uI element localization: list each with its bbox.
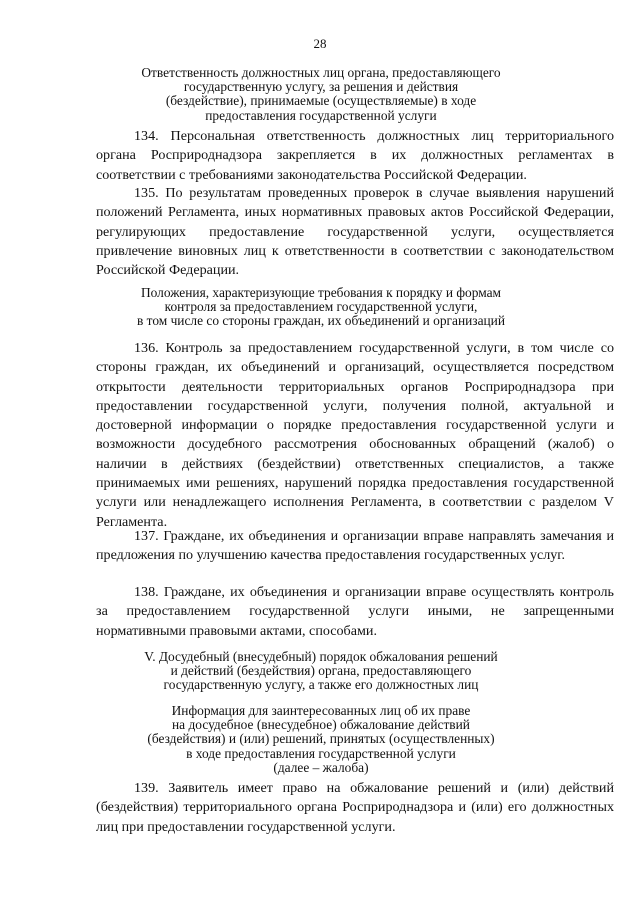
heading-line: предоставления государственной услуги xyxy=(205,107,437,123)
heading-line: V. Досудебный (внесудебный) порядок обжалования решений xyxy=(144,649,498,664)
heading-line: и действий (бездействия) органа, предоставляющего xyxy=(170,663,472,679)
heading-line: в ходе предоставления государственной услуги xyxy=(186,745,456,761)
section-heading-appeal xyxy=(98,650,544,693)
paragraph-137 xyxy=(96,527,614,566)
section-heading-responsibility xyxy=(98,66,544,123)
paragraph-text: 137. Граждане, их объединения и организации вправе направлять замечания и предложения по улучшению качества предоставления государственных услуг. xyxy=(96,528,614,564)
section-heading-control xyxy=(98,286,544,329)
heading-line: (далее – жалоба) xyxy=(273,759,369,775)
paragraph-text: 139. Заявитель имеет право на обжалование решений и (или) действий (бездействия) территориального органа Росприроднадзора и (или) его должностных лиц при предоставлении государственной услуги. xyxy=(96,780,614,835)
paragraph-139 xyxy=(96,779,614,837)
paragraph-134 xyxy=(96,127,614,185)
paragraph-text: 136. Контроль за предоставлением государственной услуги, в том числе со стороны граждан, их объединений и организаций, осуществляется посредством открытости деятельности территориальных органов Росприроднадзора при предоставлении государственной услуги, получения полной, актуальной и достоверной информации о порядке предоставления государственной услуги и возможности досудебного рассмотрения обоснованных обращений (жалоб) о наличии в действиях (бездействии) ответственных специалистов, а также принимаемых ими решениях, нарушений порядка предоставления государственной услуги или ненадлежащего исполнения Регламента, в соответствии с разделом V Регламента. xyxy=(96,340,614,530)
paragraph-text: 138. Граждане, их объединения и организации вправе осуществлять контроль за предоставлением государственной услуги иными, не запрещенными нормативными правовыми актами, способами. xyxy=(96,584,614,639)
heading-line: государственную услугу, а также его должностных лиц xyxy=(163,677,479,693)
heading-line: (бездействия) и (или) решений, принятых (осуществленных) xyxy=(147,731,495,747)
heading-line: на досудебное (внесудебное) обжалование действий xyxy=(172,717,470,733)
paragraph-text: 134. Персональная ответственность должностных лиц территориального органа Росприроднадзора закрепляется в их должностных регламентах в соответствии с требованиями законодательства Российской Федерации. xyxy=(96,128,614,183)
paragraph-135 xyxy=(96,184,614,280)
heading-line: Положения, характеризующие требования к порядку и формам xyxy=(140,285,501,300)
paragraph-136 xyxy=(96,339,614,532)
heading-line: Информация для заинтересованных лиц об их праве xyxy=(171,703,471,718)
heading-line: в том числе со стороны граждан, их объединений и организаций xyxy=(136,313,506,329)
heading-line: контроля за предоставлением государственной услуги, xyxy=(164,299,478,315)
heading-line: Ответственность должностных лиц органа, предоставляющего xyxy=(141,65,501,80)
page-number: 28 xyxy=(313,36,327,51)
section-heading-complaint-info xyxy=(98,704,544,775)
paragraph-text: 135. По результатам проведенных проверок в случае выявления нарушений положений Регламента, иных нормативных правовых актов Российской Федерации, регулирующих предоставление государственной услуги, осуществляется привлечение виновных лиц к ответственности в соответствии с законодательством Российской Федерации. xyxy=(96,185,614,279)
paragraph-138 xyxy=(96,583,614,641)
heading-line: государственную услугу, за решения и действия xyxy=(183,79,459,95)
heading-line: (бездействие), принимаемые (осуществляемые) в ходе xyxy=(165,93,477,109)
